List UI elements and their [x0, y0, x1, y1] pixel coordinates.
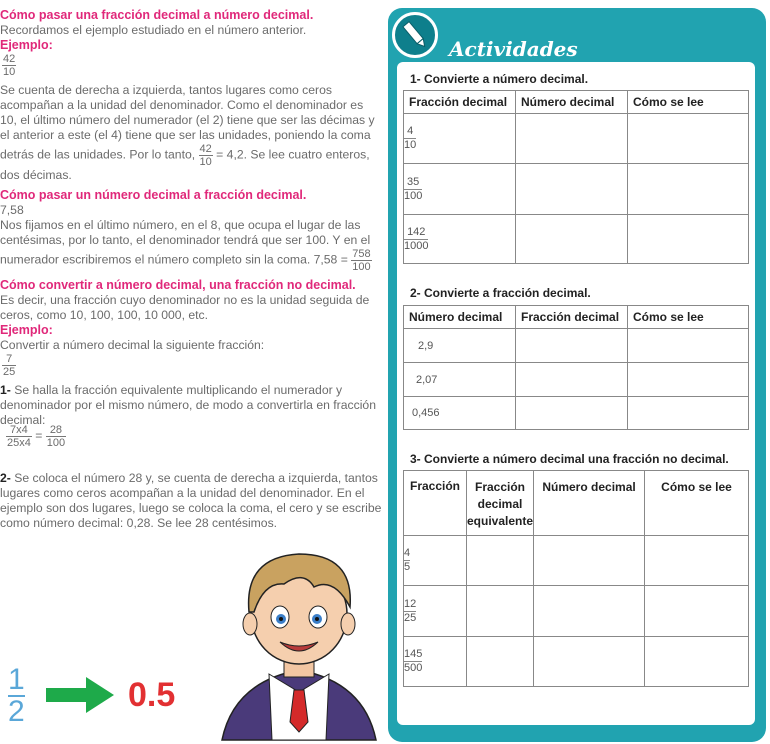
decimal-cell: 0,456	[404, 397, 516, 430]
fraction-cell: $\frac{142}{1000}$	[404, 225, 429, 252]
answer-cell[interactable]	[467, 586, 534, 637]
table-1-header: Cómo se lee	[628, 91, 749, 114]
answer-cell[interactable]	[628, 114, 749, 164]
answer-cell[interactable]	[534, 536, 645, 586]
table-1	[403, 90, 749, 264]
table-1-header: Fracción decimal	[404, 91, 516, 114]
answer-cell[interactable]	[467, 637, 534, 687]
table-3-header: Fracción	[404, 471, 467, 536]
table-row	[404, 397, 749, 430]
example-fraction: $\frac{42}{10}$	[3, 53, 16, 78]
table-3	[403, 470, 749, 687]
table-3-header: Fracción decimal equivalente	[467, 471, 534, 536]
section-3-title: 3- Convierte a número decimal una fracción no decimal.	[410, 452, 729, 466]
green-arrow-icon	[46, 677, 116, 713]
table-2-header: Fracción decimal	[516, 306, 628, 329]
heading-decimal-to-fraction: Cómo pasar un número decimal a fracción decimal.	[0, 188, 307, 202]
table-row	[404, 536, 749, 586]
decimal-result: 0.5	[128, 676, 176, 714]
decimal-cell: 2,9	[404, 329, 516, 363]
heading-non-decimal-fraction: Cómo convertir a número decimal, una fracción no decimal.	[0, 278, 356, 292]
answer-cell[interactable]	[516, 215, 628, 264]
answer-cell[interactable]	[628, 329, 749, 363]
answer-cell[interactable]	[516, 363, 628, 397]
answer-cell[interactable]	[628, 164, 749, 215]
fraction-cell: $\frac{145}{500}$	[404, 648, 423, 674]
table-1-header: Número decimal	[516, 91, 628, 114]
panel-title: Actividades	[449, 37, 578, 61]
fraction-cell: $\frac{35}{100}$	[404, 175, 423, 202]
table-2-header: Número decimal	[404, 306, 516, 329]
pencil-icon	[392, 12, 438, 58]
answer-cell[interactable]	[534, 637, 645, 687]
decimal-explanation: Nos fijamos en el último número, en el 8, que ocupa el lugar de las centésimas, por lo tanto, el denominador tendrá que ser 100. Y en el numerador escribiremos el número completo sin la coma. 7,58 = $\frac{758}{100}$	[0, 218, 371, 273]
definition-text: Es decir, una fracción cuyo denominador no es la unidad seguida de ceros, como 10, 100, 100, 10 000, etc.	[0, 293, 370, 322]
table-2-header: Cómo se lee	[628, 306, 749, 329]
table-row	[404, 114, 749, 164]
table-3-header: Número decimal	[534, 471, 645, 536]
fraction-cell: $\frac{4}{10}$	[404, 125, 417, 151]
convert-instruction: Convertir a número decimal la siguiente fracción:	[0, 338, 265, 352]
table-row	[404, 215, 749, 264]
answer-cell[interactable]	[628, 215, 749, 264]
answer-cell[interactable]	[645, 586, 749, 637]
fraction-cell: $\frac{4}{5}$	[404, 547, 411, 573]
answer-cell[interactable]	[516, 114, 628, 164]
table-row	[404, 329, 749, 363]
intro-text: Recordamos el ejemplo estudiado en el número anterior.	[0, 23, 307, 37]
example-label: Ejemplo:	[0, 38, 53, 52]
table-row	[404, 586, 749, 637]
boy-illustration	[214, 542, 384, 742]
answer-cell[interactable]	[516, 164, 628, 215]
step-1: 1- Se halla la fracción equivalente multiplicando el numerador y denominador por el mismo número, de modo a convertirla en fracción decimal:	[0, 383, 376, 427]
decimal-cell: 2,07	[404, 363, 516, 397]
section-1-title: 1- Convierte a número decimal.	[410, 72, 589, 86]
table-row	[404, 637, 749, 687]
table-2	[403, 305, 749, 430]
section-2-title: 2- Convierte a fracción decimal.	[410, 286, 591, 300]
heading-fraction-to-decimal: Cómo pasar una fracción decimal a número decimal.	[0, 8, 314, 22]
answer-cell[interactable]	[467, 536, 534, 586]
fraction-cell: $\frac{12}{25}$	[404, 597, 417, 624]
answer-cell[interactable]	[645, 536, 749, 586]
equivalent-fraction-equation: $\frac{7x4}{25x4}$ = $\frac{28}{100}$	[7, 424, 66, 449]
answer-cell[interactable]	[645, 637, 749, 687]
table-3-header: Cómo se lee	[645, 471, 749, 536]
answer-cell[interactable]	[628, 397, 749, 430]
answer-cell[interactable]	[534, 586, 645, 637]
answer-cell[interactable]	[628, 363, 749, 397]
explanation-paragraph: Se cuenta de derecha a izquierda, tantos lugares como ceros acompañan a la unidad del denominador. Como el denominador es 10, el último número del numerador (el 2) tiene que ser las décimas y el anterior a este (el 4) tiene que ser las unidades, poniendo la coma detrás de las unidades. Por lo tanto, $\frac{42}{10}$ = 4,2. Se lee cuatro enteros, dos décimas.	[0, 83, 375, 182]
answer-cell[interactable]	[516, 329, 628, 363]
table-row	[404, 363, 749, 397]
example-label-2: Ejemplo:	[0, 323, 53, 337]
half-fraction: 1 2	[8, 663, 25, 728]
example-fraction-2: $\frac{7}{25}$	[3, 353, 16, 378]
table-row	[404, 164, 749, 215]
answer-cell[interactable]	[516, 397, 628, 430]
step-2: 2- Se coloca el número 28 y, se cuenta de derecha a izquierda, tantos lugares como ceros acompañan a la unidad del denominador. En el ejemplo son dos lugares, luego se coloca la coma, el cero y se escribe como número decimal: 0,28. Se lee 28 centésimos.	[0, 471, 382, 530]
example-decimal: 7,58	[0, 203, 24, 217]
